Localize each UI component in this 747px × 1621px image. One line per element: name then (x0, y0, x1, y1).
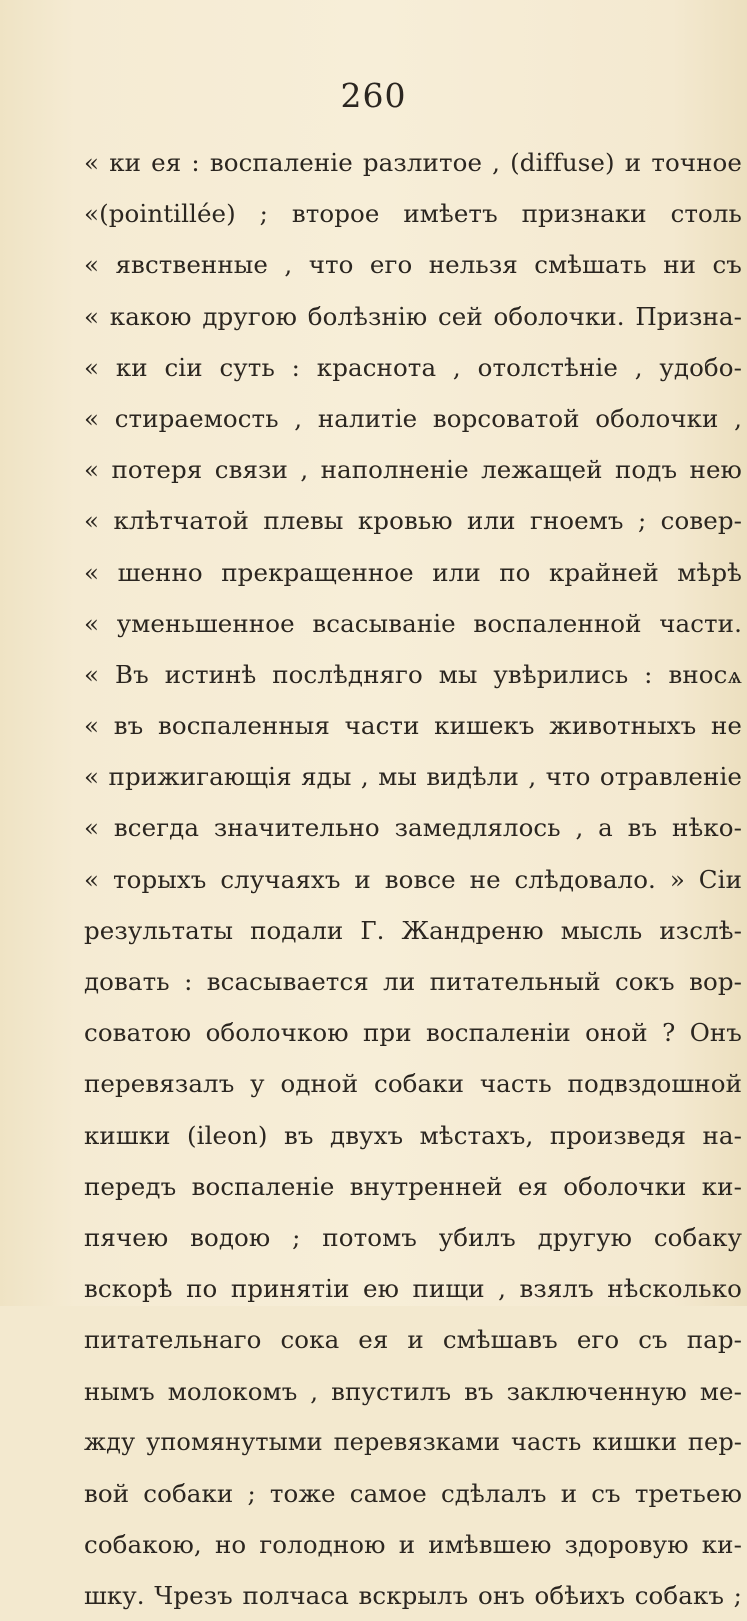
text-line: результаты подали Г. Жандреню мысль изслѣ- (84, 915, 742, 945)
text-line: питательнаго сока ея и смѣшавъ его съ пар- (84, 1325, 742, 1355)
text-line: « стираемость , налитіе ворсоватой оболочки , (84, 403, 742, 433)
text-line: перевязалъ у одной собаки часть подвздошной (84, 1069, 742, 1099)
text-line: вой собаки ; тоже самое сдѣлалъ и съ третьею (84, 1478, 742, 1508)
text-line: « шенно прекращенное или по крайней мѣрѣ (84, 557, 742, 587)
text-line: довать : всасывается ли питательный сокъ вор- (84, 967, 742, 996)
text-line: « въ воспаленныя части кишекъ животныхъ не (84, 711, 742, 741)
text-line: передъ воспаленіе внутренней ея оболочки ки- (84, 1171, 742, 1201)
text-line: собакою, но голодною и имѣвшею здоровую ки- (84, 1530, 742, 1560)
text-line: « какою другою болѣзнію сей оболочки. Призна- (84, 301, 742, 331)
text-line: кишки (ileon) въ двухъ мѣстахъ, произведя на- (84, 1120, 742, 1150)
text-line: « потеря связи , наполненіе лежащей подъ нею (84, 455, 742, 485)
text-line: соватою оболочкою при воспаленіи оной ? Онъ (84, 1018, 742, 1048)
text-line: шку. Чрезъ полчаса вскрылъ онъ обѣихъ собакъ ; (84, 1581, 742, 1611)
text-line: « всегда значительно замедлялось , а въ нѣко- (84, 813, 742, 843)
text-line: «(pointillée) ; второе имѣетъ признаки столь (84, 199, 742, 229)
text-line: « уменьшенное всасываніе воспаленной части. (84, 608, 742, 638)
text-line: вскорѣ по принятіи ею пищи , взялъ нѣсколько (84, 1274, 742, 1304)
text-line: нымъ молокомъ , впустилъ въ заключенную ме- (84, 1376, 742, 1406)
text-line: « Въ истинѣ послѣдняго мы увѣрились : вносѧ (84, 659, 742, 689)
text-line: « ки сіи суть : краснота , отолстѣніе , удобо- (84, 352, 742, 382)
text-line: « прижигающія яды , мы видѣли , что отравленіе (84, 762, 742, 792)
text-line: « явственные , что его нельзя смѣшать ни съ (84, 250, 742, 280)
text-line: пячею водою ; потомъ убилъ другую собаку (84, 1222, 742, 1252)
text-line: « ки ея : воспаленіе разлитое , (diffuse) и точное (84, 148, 742, 177)
body-text (84, 137, 742, 1621)
text-line: « торыхъ случаяхъ и вовсе не слѣдовало. » Сіи (84, 864, 742, 894)
text-line: жду упомянутыми перевязками часть кишки пер- (84, 1427, 742, 1456)
text-line: « клѣтчатой плевы кровью или гноемъ ; совер- (84, 506, 742, 536)
page-number: 260 (340, 76, 407, 115)
